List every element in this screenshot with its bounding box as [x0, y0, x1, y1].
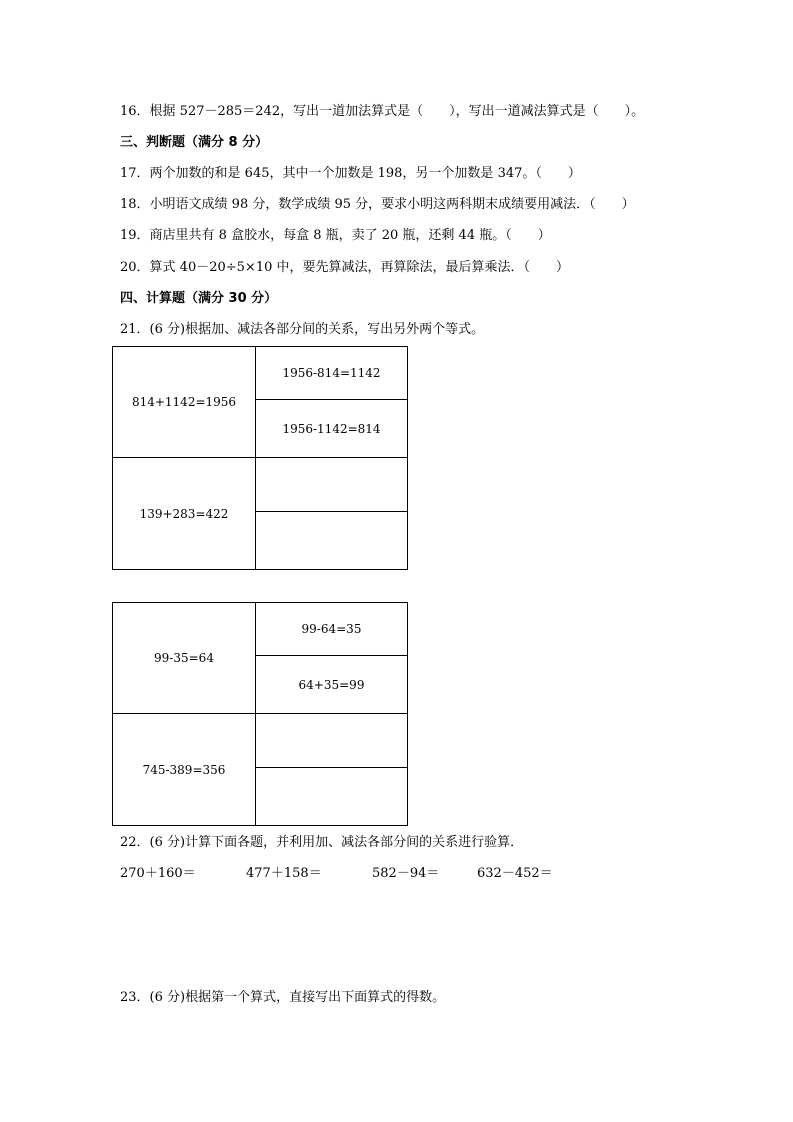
answer-cell: 1956-1142=814: [256, 400, 408, 458]
answer-cell-blank[interactable]: [256, 767, 408, 825]
relation-table-1: [112, 346, 408, 570]
calc-item: 270＋160＝: [120, 866, 196, 881]
answer-cell-blank[interactable]: [256, 458, 408, 511]
calc-item: 477＋158＝: [246, 866, 322, 881]
answer-cell: 64+35=99: [256, 656, 408, 714]
answer-cell: 99-64=35: [256, 603, 408, 656]
question-16: 16．根据 527－285＝242，写出一道加法算式是（ ），写出一道减法算式是（ ）。: [120, 104, 645, 119]
given-equation: 814+1142=1956: [113, 347, 256, 458]
answer-cell-blank[interactable]: [256, 714, 408, 767]
given-equation: 99-35=64: [113, 603, 256, 714]
question-18: 18．小明语文成绩 98 分，数学成绩 95 分，要求小明这两科期末成绩要用减法．（ ）: [120, 197, 635, 212]
given-equation: 139+283=422: [113, 458, 256, 570]
given-equation: 745-389=356: [113, 714, 256, 826]
question-19: 19．商店里共有 8 盒胶水，每盒 8 瓶，卖了 20 瓶，还剩 44 瓶。（ ）: [120, 228, 551, 243]
answer-cell: 1956-814=1142: [256, 347, 408, 400]
question-22: 22．(6 分)计算下面各题，并利用加、减法各部分间的关系进行验算．: [120, 835, 524, 850]
answer-cell-blank[interactable]: [256, 511, 408, 569]
question-23: 23．(6 分)根据第一个算式，直接写出下面算式的得数。: [120, 990, 446, 1005]
calc-item: 632－452＝: [477, 866, 553, 881]
relation-table-2: [112, 602, 408, 826]
section-calculation-heading: 四、计算题（满分 30 分）: [120, 291, 278, 306]
question-17: 17．两个加数的和是 645，其中一个加数是 198，另一个加数是 347。（ ）: [120, 166, 581, 181]
question-21: 21．(6 分)根据加、减法各部分间的关系，写出另外两个等式。: [120, 322, 485, 337]
calc-item: 582－94＝: [372, 866, 440, 881]
section-judgement-heading: 三、判断题（满分 8 分）: [120, 135, 269, 150]
question-20: 20．算式 40－20÷5×10 中，要先算减法，再算除法，最后算乘法．（ ）: [120, 260, 569, 275]
